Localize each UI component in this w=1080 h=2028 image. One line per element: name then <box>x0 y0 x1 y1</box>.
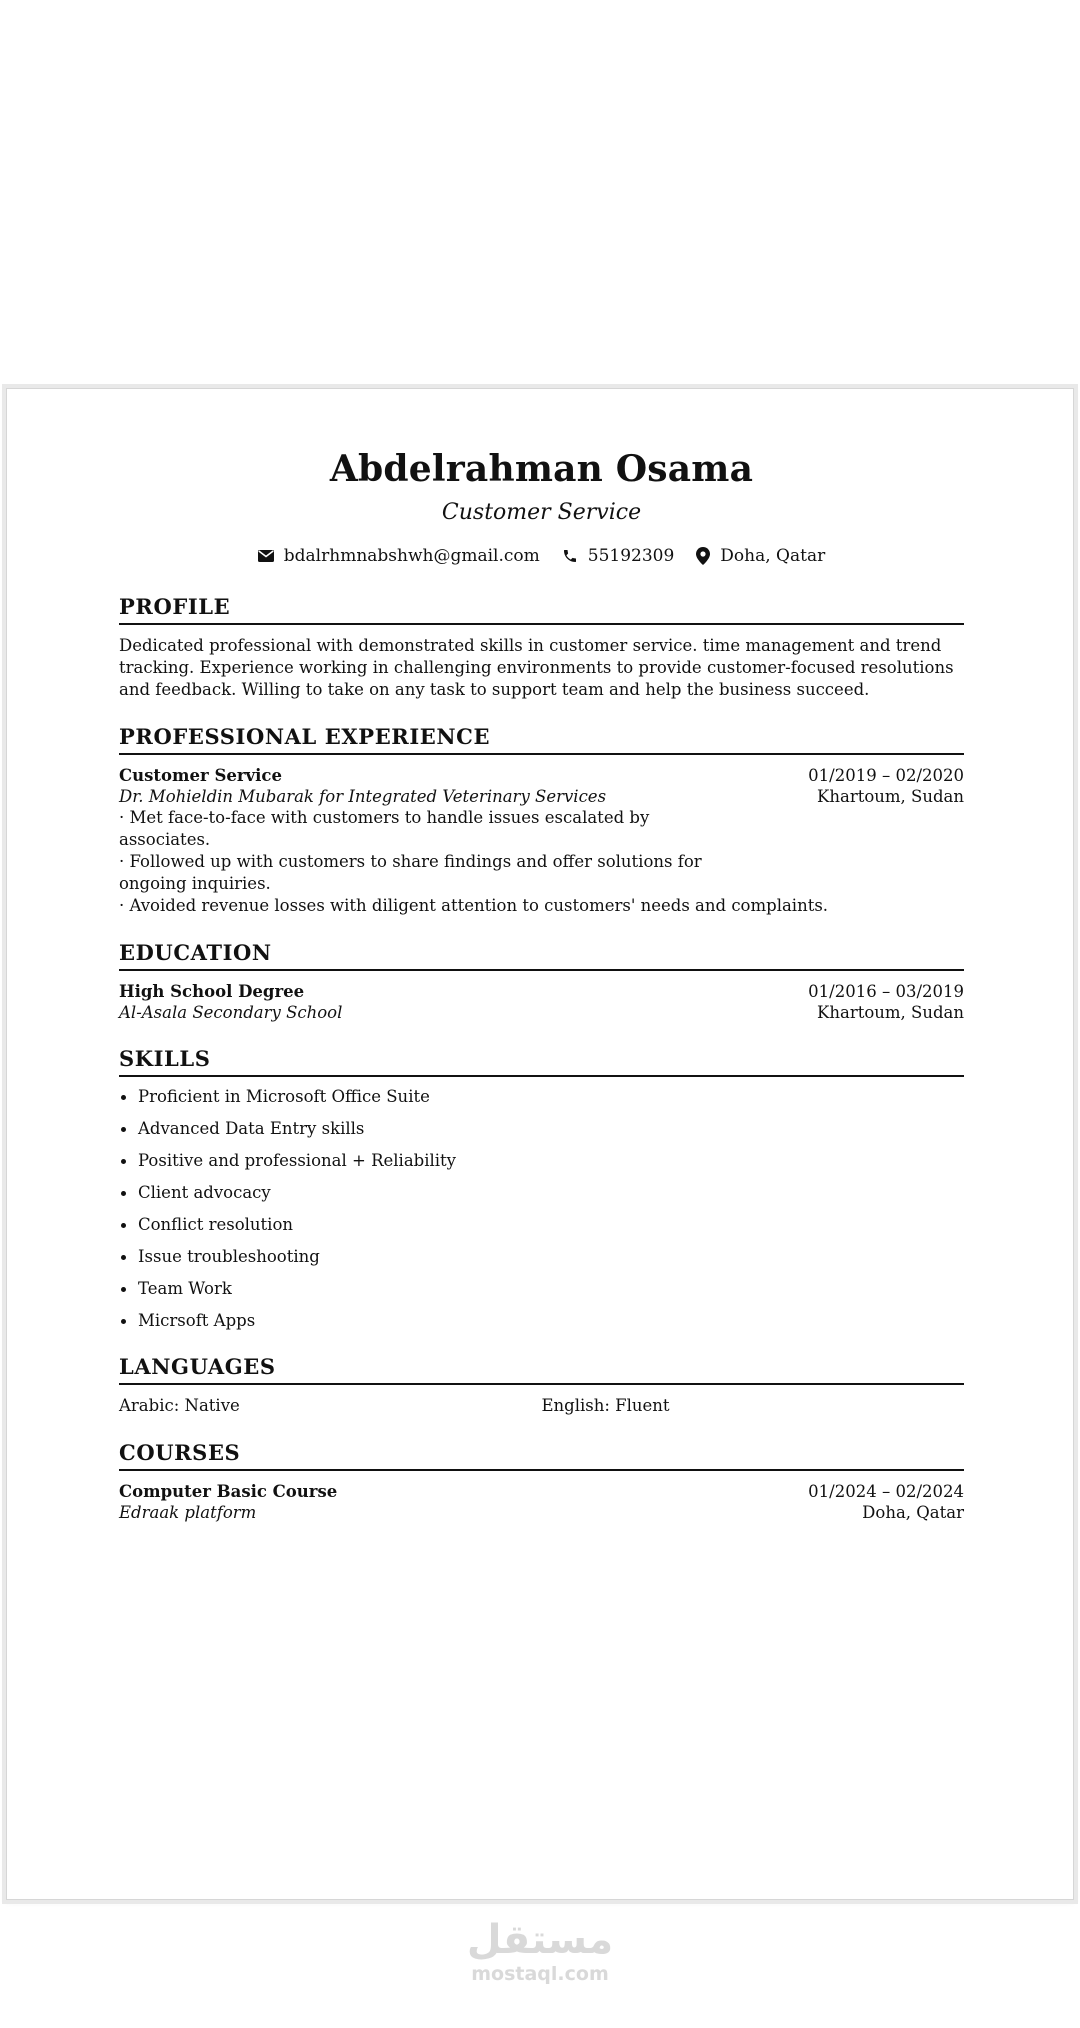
job-bullet: · Met face-to-face with customers to handle issues escalated by associates. <box>119 808 650 849</box>
experience-section <box>119 723 964 917</box>
skill-text: Micrsoft Apps <box>138 1311 256 1330</box>
section-title-education: EDUCATION <box>119 939 964 971</box>
education-degree: High School Degree <box>119 982 305 1001</box>
course-provider: Edraak platform <box>119 1503 257 1522</box>
skill-text: Issue troubleshooting <box>138 1247 320 1266</box>
skill-text: Client advocacy <box>138 1183 271 1202</box>
languages-section <box>119 1353 964 1417</box>
skill-text: Advanced Data Entry skills <box>138 1119 365 1138</box>
job-position: Customer Service <box>119 766 282 785</box>
education-location: Khartoum, Sudan <box>817 1003 964 1022</box>
education-entry <box>119 981 964 1023</box>
skill-text: Positive and professional + Reliability <box>138 1151 457 1170</box>
skill-text: Team Work <box>138 1279 232 1298</box>
list-item <box>119 1177 964 1209</box>
resume-content <box>119 447 964 1523</box>
course-location: Doha, Qatar <box>862 1503 964 1522</box>
section-title-courses: COURSES <box>119 1439 964 1471</box>
phone-icon <box>562 548 578 564</box>
section-title-languages: LANGUAGES <box>119 1353 964 1385</box>
list-item <box>119 1081 964 1113</box>
skills-list <box>119 1081 964 1337</box>
list-item <box>119 1145 964 1177</box>
contact-location <box>696 545 825 567</box>
experience-entry <box>119 765 964 917</box>
phone-text: 55192309 <box>587 546 675 566</box>
resume-page <box>6 388 1074 1900</box>
job-bullet: · Followed up with customers to share findings and offer solutions for ongoing inquiries. <box>119 852 702 893</box>
language-item: Arabic: Native <box>119 1396 240 1415</box>
email-text: bdalrhmnabshwh@gmail.com <box>283 546 540 566</box>
course-entry <box>119 1481 964 1523</box>
list-item <box>119 1209 964 1241</box>
courses-section <box>119 1439 964 1523</box>
list-item <box>119 1305 964 1337</box>
candidate-role: Customer Service <box>441 500 642 525</box>
job-bullet: · Avoided revenue losses with diligent attention to customers' needs and complaints. <box>119 896 829 915</box>
contact-bar <box>119 545 964 567</box>
languages-row <box>119 1395 964 1417</box>
location-text: Doha, Qatar <box>720 546 826 566</box>
contact-email[interactable] <box>258 545 540 567</box>
watermark-arabic: مستقل <box>466 1917 614 1963</box>
profile-section <box>119 593 964 701</box>
section-title-profile: PROFILE <box>119 593 964 625</box>
list-item <box>119 1113 964 1145</box>
watermark-logo <box>0 1918 1080 1986</box>
list-item <box>119 1241 964 1273</box>
education-school: Al-Asala Secondary School <box>119 1003 343 1022</box>
profile-text: Dedicated professional with demonstrated skills in customer service. time management and trend tracking. Experience working in challenging environments to provide customer-focused resolutions and feedback. Willing to take on any task to support team and help the business succeed. <box>119 636 954 699</box>
contact-phone[interactable] <box>562 545 675 567</box>
watermark-latin: mostaql.com <box>471 1963 609 1985</box>
section-title-experience: PROFESSIONAL EXPERIENCE <box>119 723 964 755</box>
course-dates: 01/2024 – 02/2024 <box>808 1482 964 1501</box>
skill-text: Conflict resolution <box>138 1215 294 1234</box>
education-dates: 01/2016 – 03/2019 <box>808 982 964 1001</box>
candidate-name: Abdelrahman Osama <box>329 448 754 490</box>
section-title-skills: SKILLS <box>119 1045 964 1077</box>
envelope-icon <box>258 550 274 562</box>
job-location: Khartoum, Sudan <box>817 787 964 806</box>
course-name: Computer Basic Course <box>119 1482 338 1501</box>
skill-text: Proficient in Microsoft Office Suite <box>138 1087 430 1106</box>
skills-section <box>119 1045 964 1337</box>
job-dates: 01/2019 – 02/2020 <box>808 766 964 785</box>
job-company: Dr. Mohieldin Mubarak for Integrated Veterinary Services <box>119 787 607 806</box>
list-item <box>119 1273 964 1305</box>
map-pin-icon <box>696 547 710 565</box>
language-item: English: Fluent <box>541 1396 670 1415</box>
education-section <box>119 939 964 1023</box>
